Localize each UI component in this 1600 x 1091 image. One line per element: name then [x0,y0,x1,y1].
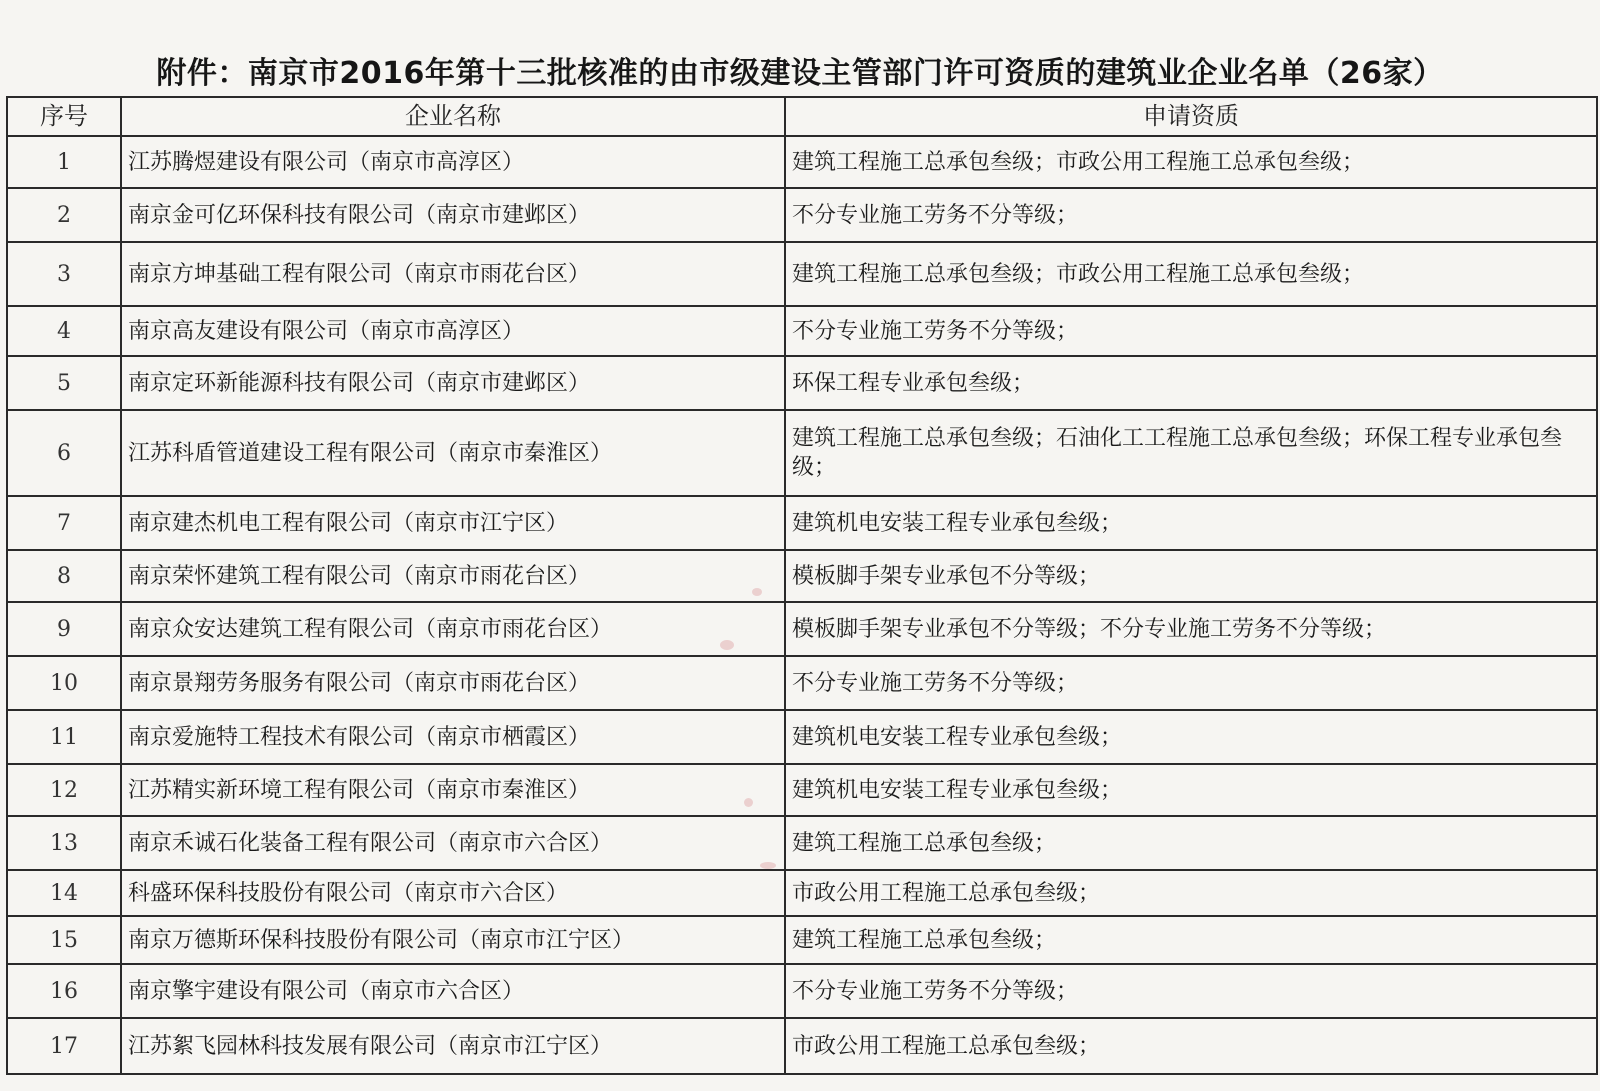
row-qualification: 建筑机电安装工程专业承包叁级； [785,710,1597,764]
scan-smudge [760,862,776,869]
header-enterprise-name: 企业名称 [121,97,785,136]
row-index: 9 [7,602,121,656]
row-qualification: 建筑机电安装工程专业承包叁级； [785,496,1597,550]
table-header-row [7,97,1597,136]
scan-smudge [720,640,734,650]
row-qualification: 不分专业施工劳务不分等级； [785,964,1597,1018]
row-qualification: 市政公用工程施工总承包叁级； [785,1018,1597,1074]
enterprise-table [6,96,1598,1075]
table-row [7,816,1597,870]
row-qualification: 建筑工程施工总承包叁级； [785,916,1597,964]
row-enterprise-name: 南京万德斯环保科技股份有限公司（南京市江宁区） [121,916,785,964]
table-row [7,602,1597,656]
row-index: 17 [7,1018,121,1074]
row-index: 3 [7,242,121,306]
table-row [7,916,1597,964]
table-row [7,496,1597,550]
row-index: 16 [7,964,121,1018]
document-title: 附件：南京市2016年第十三批核准的由市级建设主管部门许可资质的建筑业企业名单（26家） [156,56,1444,91]
row-enterprise-name: 南京高友建设有限公司（南京市高淳区） [121,306,785,356]
table-row [7,410,1597,496]
row-qualification: 模板脚手架专业承包不分等级；不分专业施工劳务不分等级； [785,602,1597,656]
row-index: 1 [7,136,121,188]
row-enterprise-name: 江苏精实新环境工程有限公司（南京市秦淮区） [121,764,785,816]
table-row [7,870,1597,916]
row-qualification: 模板脚手架专业承包不分等级； [785,550,1597,602]
row-enterprise-name: 南京荣怀建筑工程有限公司（南京市雨花台区） [121,550,785,602]
row-qualification: 建筑工程施工总承包叁级；石油化工工程施工总承包叁级；环保工程专业承包叁级； [785,410,1597,496]
table-row [7,710,1597,764]
row-index: 4 [7,306,121,356]
table-row [7,656,1597,710]
row-index: 13 [7,816,121,870]
table-row [7,964,1597,1018]
row-qualification: 不分专业施工劳务不分等级； [785,306,1597,356]
table-row [7,306,1597,356]
scan-smudge [744,798,753,807]
table-row [7,188,1597,242]
table-row [7,550,1597,602]
table-row [7,242,1597,306]
row-index: 15 [7,916,121,964]
row-enterprise-name: 南京金可亿环保科技有限公司（南京市建邺区） [121,188,785,242]
row-enterprise-name: 科盛环保科技股份有限公司（南京市六合区） [121,870,785,916]
row-enterprise-name: 南京众安达建筑工程有限公司（南京市雨花台区） [121,602,785,656]
row-index: 11 [7,710,121,764]
row-qualification: 不分专业施工劳务不分等级； [785,188,1597,242]
header-index: 序号 [7,97,121,136]
row-enterprise-name: 南京禾诚石化装备工程有限公司（南京市六合区） [121,816,785,870]
row-enterprise-name: 南京景翔劳务服务有限公司（南京市雨花台区） [121,656,785,710]
row-enterprise-name: 南京方坤基础工程有限公司（南京市雨花台区） [121,242,785,306]
row-index: 10 [7,656,121,710]
row-enterprise-name: 江苏絮飞园林科技发展有限公司（南京市江宁区） [121,1018,785,1074]
row-enterprise-name: 南京定环新能源科技有限公司（南京市建邺区） [121,356,785,410]
row-index: 7 [7,496,121,550]
row-enterprise-name: 江苏科盾管道建设工程有限公司（南京市秦淮区） [121,410,785,496]
row-index: 14 [7,870,121,916]
row-index: 5 [7,356,121,410]
table-row [7,1018,1597,1074]
row-qualification: 建筑工程施工总承包叁级；市政公用工程施工总承包叁级； [785,136,1597,188]
row-index: 2 [7,188,121,242]
row-index: 12 [7,764,121,816]
row-qualification: 建筑工程施工总承包叁级； [785,816,1597,870]
table-row [7,136,1597,188]
row-index: 6 [7,410,121,496]
row-enterprise-name: 南京擎宇建设有限公司（南京市六合区） [121,964,785,1018]
table-row [7,764,1597,816]
row-qualification: 市政公用工程施工总承包叁级； [785,870,1597,916]
row-qualification: 建筑工程施工总承包叁级；市政公用工程施工总承包叁级； [785,242,1597,306]
row-qualification: 环保工程专业承包叁级； [785,356,1597,410]
row-index: 8 [7,550,121,602]
row-enterprise-name: 江苏腾煜建设有限公司（南京市高淳区） [121,136,785,188]
row-qualification: 建筑机电安装工程专业承包叁级； [785,764,1597,816]
scan-smudge [752,588,762,596]
row-enterprise-name: 南京爱施特工程技术有限公司（南京市栖霞区） [121,710,785,764]
row-qualification: 不分专业施工劳务不分等级； [785,656,1597,710]
header-qualification: 申请资质 [785,97,1597,136]
row-enterprise-name: 南京建杰机电工程有限公司（南京市江宁区） [121,496,785,550]
table-row [7,356,1597,410]
